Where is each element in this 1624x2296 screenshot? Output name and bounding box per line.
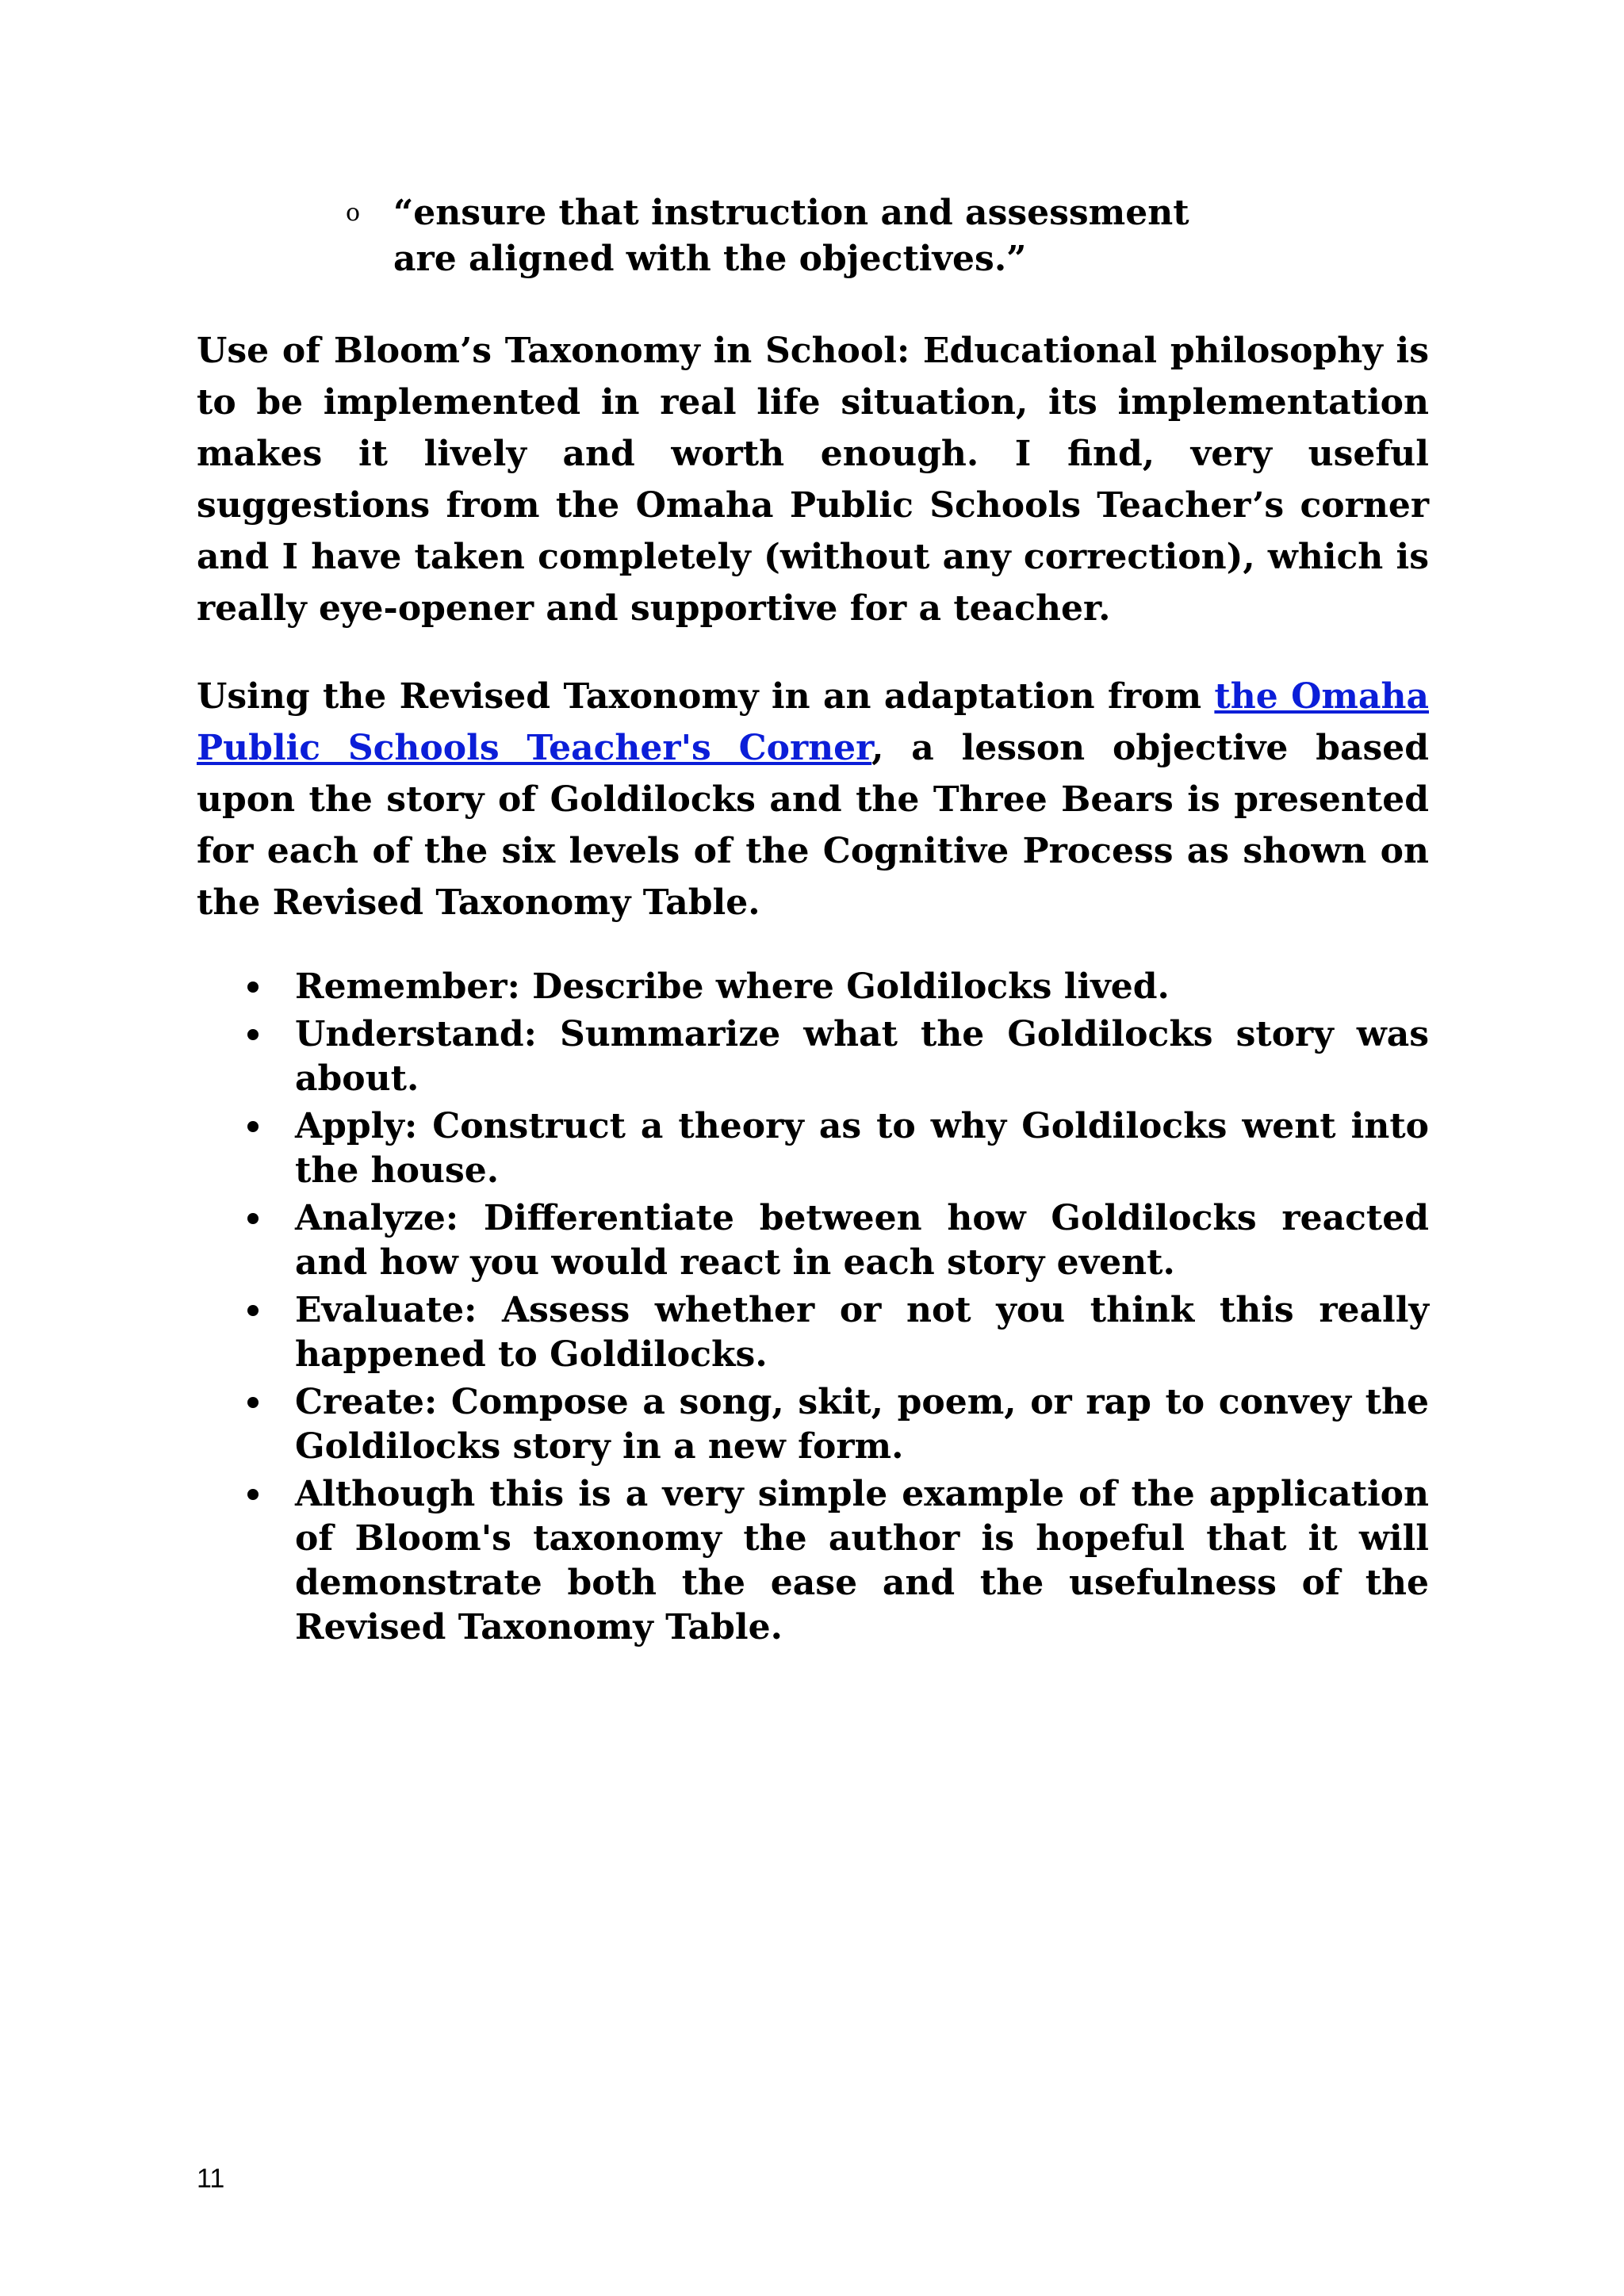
page-number: 11 xyxy=(197,2164,225,2194)
list-item-apply xyxy=(295,1104,1429,1193)
hollow-circle-bullet-icon: o xyxy=(346,199,361,227)
bullet-dot-icon xyxy=(247,1029,259,1040)
list-item-text: Apply: Construct a theory as to why Goldilocks went into the house. xyxy=(295,1106,1429,1191)
list-item-text: Remember: Describe where Goldilocks lived. xyxy=(295,966,1170,1007)
list-item-text: Although this is a very simple example of the application of Bloom's taxonomy the author is hopeful that it will demonstrate both the ease and the usefulness of the Revised Taxonomy Table. xyxy=(295,1474,1429,1647)
list-item-text: Evaluate: Assess whether or not you think this really happened to Goldilocks. xyxy=(295,1290,1429,1375)
paragraph-text-after-link: , a lesson objective based upon the story of Goldilocks and the Three Bears is presented for each of the six levels of the Cognitive Process as shown on the Revised Taxonomy Table. xyxy=(197,728,1430,923)
bullet-dot-icon xyxy=(247,1397,259,1408)
list-item-text: Understand: Summarize what the Goldilocks story was about. xyxy=(295,1014,1429,1099)
list-item-text: Analyze: Differentiate between how Goldilocks reacted and how you would react in each story event. xyxy=(295,1198,1429,1283)
sub-bullet-text: “ensure that instruction and assessment are aligned with the objectives.” xyxy=(393,193,1189,279)
paragraph-blooms-use: Use of Bloom’s Taxonomy in School: Educational philosophy is to be implemented in real life situation, its implementation makes it lively and worth enough. I find, very useful suggestions from the Omaha Public Schools Teacher’s corner and I have taken completely (without any correction), which is really eye-opener and supportive for a teacher. xyxy=(197,331,1429,629)
list-item-text: Create: Compose a song, skit, poem, or rap to convey the Goldilocks story in a new form. xyxy=(295,1382,1429,1467)
bullet-dot-icon xyxy=(247,1213,259,1224)
sub-bullet-item xyxy=(346,190,1234,282)
list-item-create xyxy=(295,1380,1429,1469)
list-item-evaluate xyxy=(295,1288,1429,1377)
bullet-dot-icon xyxy=(247,1121,259,1132)
document-page xyxy=(197,190,1429,1653)
paragraph-revised-taxonomy xyxy=(197,671,1429,928)
list-item-analyze xyxy=(295,1196,1429,1285)
paragraph-text-before-link: Using the Revised Taxonomy in an adaptation from xyxy=(197,676,1215,717)
list-item-understand xyxy=(295,1012,1429,1101)
bullet-dot-icon xyxy=(247,1489,259,1500)
list-item-conclusion xyxy=(295,1472,1429,1650)
taxonomy-levels-list xyxy=(197,965,1429,1650)
sub-bullet-list xyxy=(197,190,1429,282)
bullet-dot-icon xyxy=(247,1305,259,1316)
list-item-remember xyxy=(295,965,1429,1009)
bullet-dot-icon xyxy=(247,982,259,993)
omaha-teachers-corner-link[interactable]: the Omaha Public Schools Teacher's Corner xyxy=(197,676,1429,768)
